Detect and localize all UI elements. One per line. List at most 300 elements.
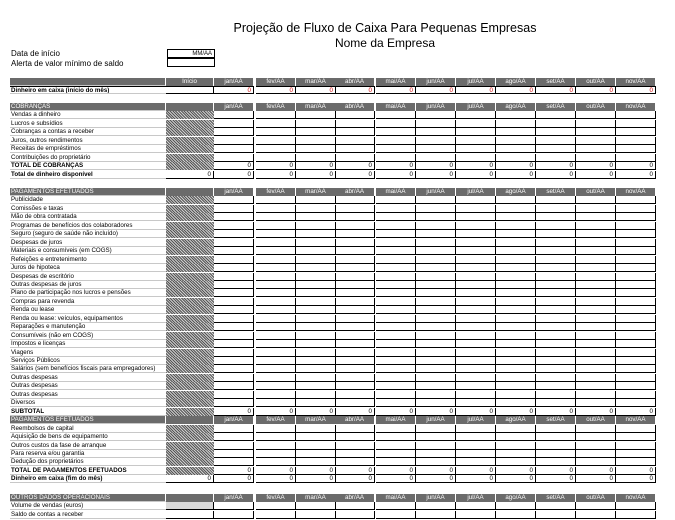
month-cell[interactable] [296, 349, 336, 357]
month-cell[interactable] [616, 230, 656, 238]
month-cell[interactable] [616, 340, 656, 348]
month-cell[interactable] [376, 137, 416, 145]
month-cell[interactable] [256, 458, 296, 466]
month-cell[interactable] [496, 154, 536, 162]
month-cell[interactable] [416, 399, 456, 407]
month-cell[interactable] [335, 120, 375, 128]
month-cell[interactable] [335, 154, 375, 162]
month-cell[interactable]: 0 [456, 475, 496, 483]
month-cell[interactable] [335, 289, 375, 297]
month-cell[interactable] [456, 137, 496, 145]
start-cell[interactable] [166, 399, 214, 407]
month-cell[interactable] [416, 332, 456, 340]
month-cell[interactable] [456, 306, 496, 314]
month-cell[interactable]: 0 [576, 171, 616, 179]
month-cell[interactable] [616, 450, 656, 458]
month-cell[interactable] [335, 365, 375, 373]
month-cell[interactable] [416, 298, 456, 306]
month-cell[interactable] [296, 365, 336, 373]
month-cell[interactable] [576, 323, 616, 331]
month-cell[interactable] [576, 349, 616, 357]
month-cell[interactable] [376, 256, 416, 264]
month-cell[interactable] [296, 511, 336, 519]
month-cell[interactable] [335, 264, 375, 272]
month-cell[interactable] [536, 273, 576, 281]
month-cell[interactable] [576, 205, 616, 213]
month-cell[interactable] [456, 205, 496, 213]
month-cell[interactable]: 0 [576, 86, 616, 94]
month-cell[interactable] [376, 315, 416, 323]
month-cell[interactable]: 0 [296, 162, 336, 170]
start-cell[interactable] [166, 230, 214, 238]
month-cell[interactable] [456, 511, 496, 519]
month-cell[interactable] [214, 391, 254, 399]
month-cell[interactable] [376, 298, 416, 306]
month-cell[interactable]: 0 [256, 162, 296, 170]
month-cell[interactable] [335, 382, 375, 390]
month-cell[interactable] [376, 511, 416, 519]
month-cell[interactable] [214, 289, 254, 297]
month-cell[interactable] [536, 332, 576, 340]
start-cell[interactable] [166, 442, 214, 450]
month-cell[interactable]: 0 [496, 467, 536, 475]
month-cell[interactable] [376, 273, 416, 281]
month-cell[interactable] [416, 315, 456, 323]
start-cell[interactable] [166, 289, 214, 297]
month-cell[interactable] [376, 145, 416, 153]
start-cell[interactable] [166, 357, 214, 365]
month-cell[interactable] [456, 264, 496, 272]
month-cell[interactable] [616, 511, 656, 519]
month-cell[interactable] [576, 511, 616, 519]
month-cell[interactable] [536, 511, 576, 519]
month-cell[interactable] [256, 145, 296, 153]
month-cell[interactable] [335, 340, 375, 348]
month-cell[interactable] [496, 450, 536, 458]
start-cell[interactable] [166, 433, 214, 441]
start-cell[interactable] [166, 425, 214, 433]
month-cell[interactable] [496, 213, 536, 221]
month-cell[interactable] [296, 120, 336, 128]
month-cell[interactable] [576, 340, 616, 348]
month-cell[interactable] [335, 399, 375, 407]
month-cell[interactable] [296, 289, 336, 297]
month-cell[interactable] [296, 391, 336, 399]
month-cell[interactable] [536, 365, 576, 373]
start-cell[interactable] [166, 205, 214, 213]
month-cell[interactable] [536, 222, 576, 230]
month-cell[interactable] [256, 205, 296, 213]
month-cell[interactable]: 0 [536, 467, 576, 475]
month-cell[interactable] [214, 399, 254, 407]
month-cell[interactable] [335, 256, 375, 264]
month-cell[interactable] [214, 298, 254, 306]
month-cell[interactable] [616, 458, 656, 466]
month-cell[interactable] [335, 511, 375, 519]
month-cell[interactable] [496, 239, 536, 247]
month-cell[interactable]: 0 [296, 408, 336, 416]
month-cell[interactable] [256, 256, 296, 264]
month-cell[interactable] [616, 154, 656, 162]
start-cell[interactable] [166, 365, 214, 373]
start-cell[interactable] [166, 128, 214, 136]
start-cell[interactable] [166, 502, 214, 510]
month-cell[interactable] [335, 273, 375, 281]
month-cell[interactable] [496, 374, 536, 382]
month-cell[interactable] [256, 399, 296, 407]
month-cell[interactable] [296, 273, 336, 281]
month-cell[interactable]: 0 [456, 408, 496, 416]
month-cell[interactable] [296, 306, 336, 314]
start-cell[interactable] [166, 162, 214, 170]
month-cell[interactable]: 0 [214, 162, 254, 170]
start-cell[interactable] [166, 111, 214, 119]
start-cell[interactable] [166, 450, 214, 458]
month-cell[interactable] [496, 399, 536, 407]
month-cell[interactable] [376, 247, 416, 255]
month-cell[interactable]: 0 [296, 86, 336, 94]
month-cell[interactable] [416, 289, 456, 297]
month-cell[interactable] [456, 323, 496, 331]
month-cell[interactable] [576, 111, 616, 119]
month-cell[interactable] [576, 137, 616, 145]
month-cell[interactable] [576, 239, 616, 247]
month-cell[interactable]: 0 [335, 162, 375, 170]
month-cell[interactable] [376, 128, 416, 136]
month-cell[interactable] [335, 230, 375, 238]
month-cell[interactable] [496, 425, 536, 433]
month-cell[interactable] [256, 298, 296, 306]
start-cell[interactable] [166, 315, 214, 323]
month-cell[interactable]: 0 [456, 162, 496, 170]
month-cell[interactable]: 0 [376, 171, 416, 179]
month-cell[interactable] [416, 222, 456, 230]
month-cell[interactable] [214, 205, 254, 213]
month-cell[interactable] [576, 315, 616, 323]
start-cell[interactable] [166, 145, 214, 153]
month-cell[interactable] [335, 281, 375, 289]
month-cell[interactable] [296, 458, 336, 466]
month-cell[interactable]: 0 [416, 171, 456, 179]
month-cell[interactable] [496, 230, 536, 238]
month-cell[interactable] [576, 502, 616, 510]
month-cell[interactable] [616, 502, 656, 510]
month-cell[interactable] [416, 281, 456, 289]
month-cell[interactable] [214, 264, 254, 272]
month-cell[interactable] [416, 306, 456, 314]
month-cell[interactable]: 0 [616, 171, 656, 179]
month-cell[interactable] [256, 442, 296, 450]
month-cell[interactable] [536, 323, 576, 331]
month-cell[interactable] [536, 289, 576, 297]
month-cell[interactable] [256, 213, 296, 221]
month-cell[interactable]: 0 [576, 467, 616, 475]
start-cell[interactable] [166, 213, 214, 221]
month-cell[interactable] [296, 332, 336, 340]
month-cell[interactable] [335, 442, 375, 450]
month-cell[interactable] [256, 111, 296, 119]
month-cell[interactable] [576, 399, 616, 407]
month-cell[interactable] [616, 222, 656, 230]
month-cell[interactable] [576, 391, 616, 399]
month-cell[interactable]: 0 [416, 475, 456, 483]
month-cell[interactable]: 0 [335, 467, 375, 475]
month-cell[interactable] [296, 442, 336, 450]
month-cell[interactable]: 0 [616, 408, 656, 416]
month-cell[interactable] [376, 289, 416, 297]
start-cell[interactable] [166, 340, 214, 348]
month-cell[interactable] [576, 289, 616, 297]
start-cell[interactable] [166, 323, 214, 331]
month-cell[interactable] [496, 128, 536, 136]
month-cell[interactable] [536, 111, 576, 119]
month-cell[interactable] [536, 315, 576, 323]
month-cell[interactable] [576, 273, 616, 281]
month-cell[interactable] [576, 213, 616, 221]
month-cell[interactable] [256, 391, 296, 399]
month-cell[interactable] [256, 128, 296, 136]
month-cell[interactable] [456, 230, 496, 238]
month-cell[interactable] [416, 442, 456, 450]
month-cell[interactable] [256, 502, 296, 510]
month-cell[interactable] [616, 145, 656, 153]
month-cell[interactable] [335, 315, 375, 323]
month-cell[interactable] [496, 273, 536, 281]
start-cell[interactable] [166, 86, 214, 94]
month-cell[interactable] [616, 349, 656, 357]
month-cell[interactable] [376, 205, 416, 213]
month-cell[interactable]: 0 [256, 86, 296, 94]
month-cell[interactable]: 0 [214, 475, 254, 483]
month-cell[interactable] [616, 247, 656, 255]
month-cell[interactable] [616, 120, 656, 128]
month-cell[interactable] [416, 458, 456, 466]
month-cell[interactable] [214, 502, 254, 510]
month-cell[interactable] [616, 315, 656, 323]
month-cell[interactable] [616, 374, 656, 382]
month-cell[interactable]: 0 [456, 171, 496, 179]
month-cell[interactable] [214, 273, 254, 281]
month-cell[interactable] [256, 196, 296, 204]
month-cell[interactable] [256, 450, 296, 458]
month-cell[interactable] [536, 374, 576, 382]
month-cell[interactable] [376, 230, 416, 238]
month-cell[interactable] [576, 222, 616, 230]
month-cell[interactable] [335, 213, 375, 221]
month-cell[interactable] [456, 502, 496, 510]
month-cell[interactable] [536, 458, 576, 466]
month-cell[interactable] [256, 120, 296, 128]
month-cell[interactable] [616, 196, 656, 204]
month-cell[interactable] [214, 111, 254, 119]
month-cell[interactable] [296, 298, 336, 306]
month-cell[interactable] [456, 120, 496, 128]
month-cell[interactable] [616, 433, 656, 441]
month-cell[interactable] [296, 145, 336, 153]
start-cell[interactable]: 0 [166, 475, 214, 483]
month-cell[interactable] [576, 154, 616, 162]
month-cell[interactable] [616, 382, 656, 390]
month-cell[interactable] [376, 442, 416, 450]
month-cell[interactable]: 0 [496, 162, 536, 170]
month-cell[interactable] [256, 357, 296, 365]
month-cell[interactable] [616, 399, 656, 407]
month-cell[interactable] [536, 137, 576, 145]
month-cell[interactable] [335, 247, 375, 255]
month-cell[interactable]: 0 [416, 162, 456, 170]
month-cell[interactable] [576, 196, 616, 204]
month-cell[interactable] [416, 128, 456, 136]
month-cell[interactable] [296, 382, 336, 390]
month-cell[interactable] [296, 374, 336, 382]
month-cell[interactable] [214, 374, 254, 382]
month-cell[interactable] [496, 349, 536, 357]
month-cell[interactable]: 0 [376, 408, 416, 416]
month-cell[interactable] [536, 391, 576, 399]
month-cell[interactable] [214, 425, 254, 433]
month-cell[interactable] [214, 213, 254, 221]
month-cell[interactable]: 0 [335, 475, 375, 483]
month-cell[interactable] [256, 222, 296, 230]
month-cell[interactable] [496, 382, 536, 390]
month-cell[interactable]: 0 [536, 475, 576, 483]
month-cell[interactable] [335, 306, 375, 314]
start-cell[interactable] [166, 281, 214, 289]
month-cell[interactable] [416, 154, 456, 162]
month-cell[interactable] [456, 289, 496, 297]
month-cell[interactable] [376, 374, 416, 382]
month-cell[interactable] [616, 273, 656, 281]
month-cell[interactable] [296, 281, 336, 289]
month-cell[interactable] [214, 458, 254, 466]
month-cell[interactable] [335, 222, 375, 230]
month-cell[interactable] [536, 281, 576, 289]
start-cell[interactable] [166, 273, 214, 281]
month-cell[interactable]: 0 [616, 86, 656, 94]
month-cell[interactable] [616, 289, 656, 297]
month-cell[interactable] [416, 357, 456, 365]
month-cell[interactable] [456, 340, 496, 348]
month-cell[interactable] [576, 433, 616, 441]
month-cell[interactable] [376, 120, 416, 128]
month-cell[interactable]: 0 [296, 475, 336, 483]
month-cell[interactable] [214, 145, 254, 153]
month-cell[interactable] [214, 196, 254, 204]
month-cell[interactable] [376, 154, 416, 162]
month-cell[interactable] [416, 196, 456, 204]
start-cell[interactable] [166, 382, 214, 390]
month-cell[interactable] [456, 433, 496, 441]
month-cell[interactable] [496, 111, 536, 119]
month-cell[interactable]: 0 [256, 408, 296, 416]
month-cell[interactable] [456, 315, 496, 323]
month-cell[interactable] [376, 111, 416, 119]
month-cell[interactable] [296, 399, 336, 407]
month-cell[interactable] [576, 120, 616, 128]
month-cell[interactable] [214, 357, 254, 365]
month-cell[interactable] [256, 239, 296, 247]
month-cell[interactable]: 0 [335, 86, 375, 94]
month-cell[interactable]: 0 [416, 467, 456, 475]
month-cell[interactable] [496, 247, 536, 255]
month-cell[interactable] [256, 511, 296, 519]
month-cell[interactable] [536, 213, 576, 221]
month-cell[interactable] [496, 511, 536, 519]
month-cell[interactable]: 0 [456, 467, 496, 475]
month-cell[interactable] [496, 315, 536, 323]
month-cell[interactable] [496, 433, 536, 441]
month-cell[interactable] [214, 281, 254, 289]
month-cell[interactable] [536, 357, 576, 365]
month-cell[interactable] [256, 230, 296, 238]
month-cell[interactable] [376, 332, 416, 340]
month-cell[interactable] [536, 154, 576, 162]
month-cell[interactable] [256, 247, 296, 255]
month-cell[interactable] [536, 450, 576, 458]
month-cell[interactable] [335, 111, 375, 119]
month-cell[interactable] [376, 357, 416, 365]
month-cell[interactable] [456, 145, 496, 153]
month-cell[interactable] [536, 502, 576, 510]
month-cell[interactable] [456, 365, 496, 373]
month-cell[interactable]: 0 [616, 162, 656, 170]
month-cell[interactable] [256, 323, 296, 331]
month-cell[interactable] [496, 458, 536, 466]
month-cell[interactable] [416, 205, 456, 213]
month-cell[interactable]: 0 [496, 86, 536, 94]
month-cell[interactable] [416, 433, 456, 441]
month-cell[interactable] [576, 247, 616, 255]
start-cell[interactable] [166, 264, 214, 272]
month-cell[interactable] [616, 264, 656, 272]
month-cell[interactable] [376, 196, 416, 204]
month-cell[interactable] [256, 315, 296, 323]
month-cell[interactable]: 0 [536, 162, 576, 170]
month-cell[interactable] [456, 298, 496, 306]
month-cell[interactable] [416, 323, 456, 331]
month-cell[interactable] [456, 154, 496, 162]
start-cell[interactable] [166, 154, 214, 162]
month-cell[interactable]: 0 [376, 162, 416, 170]
month-cell[interactable] [456, 332, 496, 340]
month-cell[interactable] [335, 374, 375, 382]
month-cell[interactable] [214, 247, 254, 255]
month-cell[interactable] [376, 458, 416, 466]
month-cell[interactable] [536, 128, 576, 136]
month-cell[interactable]: 0 [376, 475, 416, 483]
month-cell[interactable] [616, 205, 656, 213]
month-cell[interactable] [536, 120, 576, 128]
start-cell[interactable] [166, 247, 214, 255]
month-cell[interactable] [416, 230, 456, 238]
month-cell[interactable] [376, 391, 416, 399]
month-cell[interactable]: 0 [576, 475, 616, 483]
month-cell[interactable] [376, 264, 416, 272]
month-cell[interactable] [214, 433, 254, 441]
start-cell[interactable] [166, 196, 214, 204]
month-cell[interactable] [296, 154, 336, 162]
month-cell[interactable] [456, 239, 496, 247]
month-cell[interactable] [536, 433, 576, 441]
month-cell[interactable] [576, 332, 616, 340]
start-cell[interactable] [166, 120, 214, 128]
month-cell[interactable] [416, 145, 456, 153]
min-balance-input[interactable] [167, 58, 215, 67]
month-cell[interactable] [576, 281, 616, 289]
month-cell[interactable] [616, 306, 656, 314]
month-cell[interactable] [335, 450, 375, 458]
start-cell[interactable] [166, 408, 214, 416]
